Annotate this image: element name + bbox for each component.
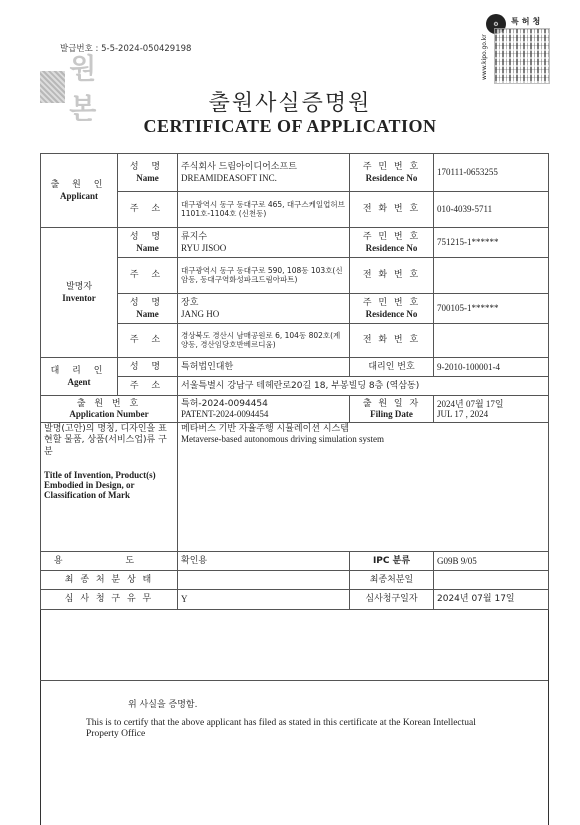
application-number-value: 특허-2024-0094454 PATENT-2024-0094454 [178,396,350,423]
inventor-1-address-row [41,258,549,294]
invention-label: 발명(고안)의 명칭, 디자인을 표현할 물품, 상품(서비스업)류 구분 Title of Invention, Product(s) Embodied in Design, or Classification of Mark [41,423,178,552]
certificate-table [40,153,549,610]
inventor-2-residence-label: 주 민 번 호 Residence No [350,294,434,324]
inventor-2-name-value: 장호 JANG HO [178,294,350,324]
inventor-1-phone-value [434,258,549,294]
applicant-name-label: 성 명 Name [118,154,178,192]
agent-number-value: 9-2010-100001-4 [434,358,549,377]
inventor-2-name-row [41,294,549,324]
inventor-2-address-value: 경상북도 경산시 남매공원로 6, 104동 802호(계양동, 경산임당호반베르디움) [178,324,350,358]
application-number-label: 출 원 번 호 Application Number [41,396,178,423]
applicant-address-value: 대구광역시 동구 동대구로 465, 대구스케일업허브 1101호-1104호 (신천동) [178,192,350,228]
qr-code-icon [494,28,550,84]
invention-title-value: 메타버스 기반 자율주행 시뮬레이션 시스템 Metaverse-based autonomous driving simulation system [178,423,549,552]
agent-number-label: 대리인 번호 [350,358,434,377]
agent-label: 대 리 인 Agent [41,358,118,396]
kipo-stamp-name: 특허청 [511,17,544,26]
kipo-url: www.kipo.go.kr [481,34,488,80]
issue-number: 발급번호 : 5-5-2024-050429198 [60,44,192,54]
applicant-residence-label: 주 민 번 호 Residence No [350,154,434,192]
applicant-residence-value: 170111-0653255 [434,154,549,192]
inventor-1-name-value: 류지수 RYU JISOO [178,228,350,258]
applicant-name-row [41,154,549,192]
certification-statement [40,697,548,740]
inventor-label: 발명자 Inventor [41,228,118,358]
inventor-1-residence-label: 주 민 번 호 Residence No [350,228,434,258]
final-status-value [178,571,350,590]
inventor-1-phone-label: 전 화 번 호 [350,258,434,294]
ipc-value: G09B 9/05 [434,552,549,571]
inventor-1-name-label: 성 명 Name [118,228,178,258]
title-english: CERTIFICATE OF APPLICATION [143,116,437,136]
applicant-label: 출 원 인 Applicant [41,154,118,228]
inventor-1-residence-value: 751215-1****** [434,228,549,258]
exam-date-value: 2024년 07월 17일 [434,590,549,610]
inventor-2-residence-value: 700105-1****** [434,294,549,324]
purpose-row [41,552,549,571]
inventor-2-phone-label: 전 화 번 호 [350,324,434,358]
inventor-2-phone-value [434,324,549,358]
inventor-1-address-label: 주 소 [118,258,178,294]
inventor-1-address-value: 대구광역시 동구 동대구로 590, 108동 103호(신암동, 동대구역화성파크드림아파트) [178,258,350,294]
final-status-row [41,571,549,590]
title-korean: 출원사실증명원 [208,91,372,116]
section-divider [40,680,548,681]
agent-name-value: 특허법인대한 [178,358,350,377]
applicant-phone-label: 전 화 번 호 [350,192,434,228]
final-date-value [434,571,549,590]
agent-address-label: 주 소 [118,377,178,396]
applicant-name-value: 주식회사 드림아이디어소프트 DREAMIDEASOFT INC. [178,154,350,192]
agent-address-row [41,377,549,396]
purpose-label: 용 도 [41,552,178,571]
agent-name-label: 성 명 [118,358,178,377]
exam-request-value: Y [178,590,350,610]
certification-text-english: This is to certify that the above applicant has filed as stated in this certificate at the Korean Intellectual Property Office [86,718,476,739]
applicant-phone-value: 010-4039-5711 [434,192,549,228]
agent-address-value: 서울특별시 강남구 테헤란로20길 18, 부봉빌딩 8층 (역삼동) [178,377,549,396]
exam-request-label: 심 사 청 구 유 무 [41,590,178,610]
inventor-2-name-label: 성 명 Name [118,294,178,324]
invention-row [41,423,549,552]
exam-request-row [41,590,549,610]
inventor-2-address-row [41,324,549,358]
applicant-address-row [41,192,549,228]
final-status-label: 최 종 처 분 상 태 [41,571,178,590]
original-mark-text: 원본 [69,52,97,125]
applicant-address-label: 주 소 [118,192,178,228]
ipc-label: IPC 분류 [350,552,434,571]
purpose-value: 확인용 [178,552,350,571]
filing-date-label: 출 원 일 자 Filing Date [350,396,434,423]
certification-text-korean: 위 사실을 증명함. [128,700,198,710]
filing-date-value: 2024년 07월 17일 JUL 17 , 2024 [434,396,549,423]
inventor-2-address-label: 주 소 [118,324,178,358]
final-date-label: 최종처분일 [350,571,434,590]
exam-date-label: 심사청구일자 [350,590,434,610]
inventor-1-name-row [41,228,549,258]
application-number-row [41,396,549,423]
agent-name-row [41,358,549,377]
kipo-logo-icon: ⚙ [486,14,506,34]
